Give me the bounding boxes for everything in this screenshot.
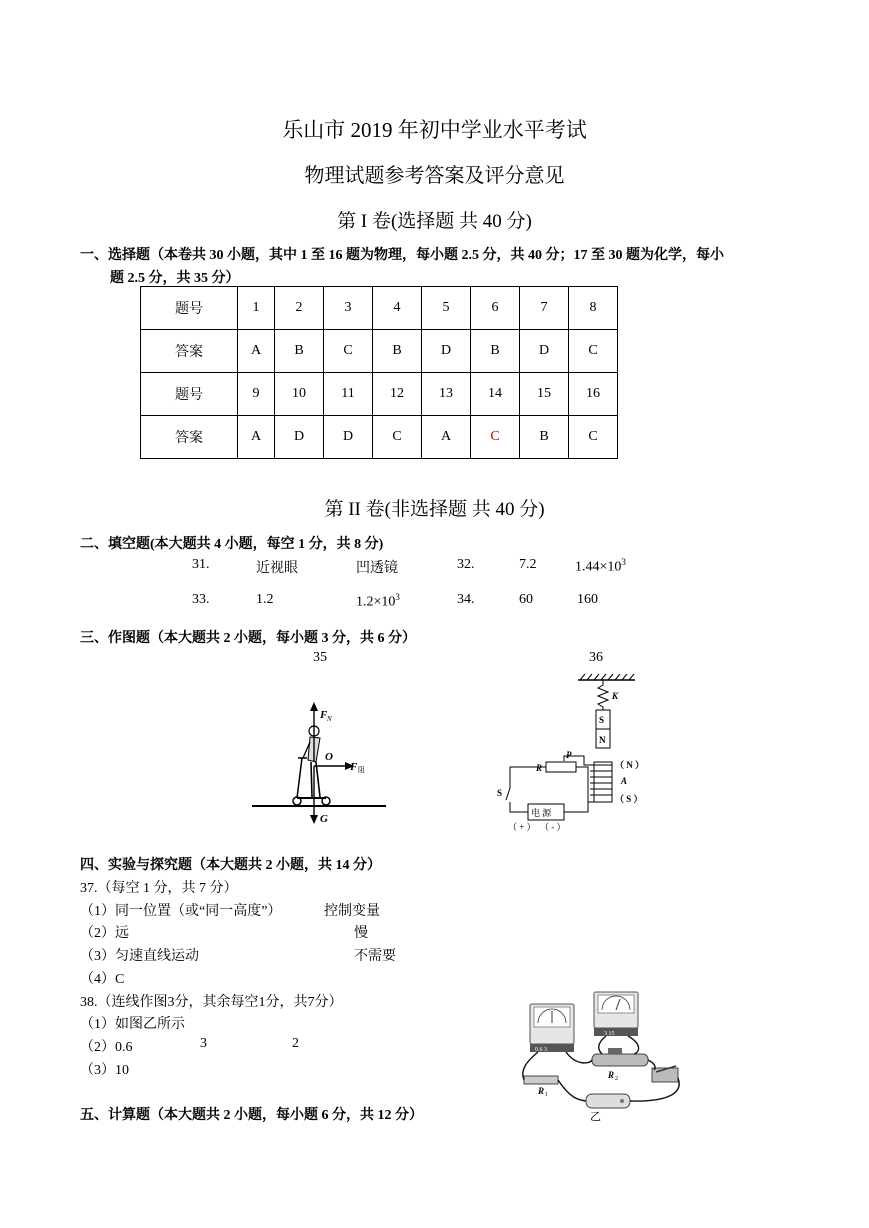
section3-heading: 三、作图题（本大题共 2 小题，每小题 3 分，共 6 分） <box>80 631 416 646</box>
row-label: 题号 <box>141 287 238 330</box>
q31-number: 31. <box>192 557 210 572</box>
table-cell: 8 <box>569 287 618 330</box>
a-label: A <box>621 776 628 786</box>
minus-label: （ - ） <box>540 822 566 832</box>
table-cell: A <box>238 330 275 373</box>
figure36-label: 36 <box>589 650 603 665</box>
table-cell: 4 <box>373 287 422 330</box>
section1-heading-line2: 题 2.5 分，共 35 分） <box>110 271 240 286</box>
q34-answer-b: 160 <box>577 592 598 607</box>
q32-answer-a: 7.2 <box>519 557 537 572</box>
section2-heading: 二、填空题(本大题共 4 小题，每空 1 分，共 8 分) <box>80 537 384 552</box>
q38-heading: 38.（连线作图3分，其余每空1分，共7分） <box>80 995 343 1010</box>
q31-answer-a: 近视眼 <box>256 561 298 576</box>
part1-title: 第 I 卷(选择题 共 40 分) <box>337 211 532 232</box>
highlighted-answer-cell: C <box>471 416 520 459</box>
q34-answer-a: 60 <box>519 592 533 607</box>
q37-3-answer-b: 不需要 <box>354 949 396 964</box>
table-row <box>141 287 618 330</box>
q37-1-answer-a: （1）同一位置（或“同一高度”） <box>80 904 282 919</box>
f-label: F <box>350 761 358 773</box>
table-cell: C <box>569 330 618 373</box>
table-cell: 9 <box>238 373 275 416</box>
q33-answer-a: 1.2 <box>256 592 274 607</box>
r1-label: R <box>538 1086 545 1096</box>
table-cell: D <box>520 330 569 373</box>
f-subscript: 阻 <box>358 766 365 774</box>
pole-s-label: （ S ） <box>615 794 643 804</box>
table-cell: C <box>373 416 422 459</box>
table-cell: D <box>275 416 324 459</box>
q37-heading: 37.（每空 1 分，共 7 分） <box>80 881 238 896</box>
table-cell: 3 <box>324 287 373 330</box>
document-title: 乐山市 2019 年初中学业水平考试 <box>282 118 587 142</box>
table-cell: A <box>238 416 275 459</box>
q34-number: 34. <box>457 592 475 607</box>
p-label: P <box>566 750 572 760</box>
voltmeter-terminals: 3 15 <box>604 1031 615 1037</box>
table-cell: 10 <box>275 373 324 416</box>
table-row <box>141 373 618 416</box>
row-label: 答案 <box>141 416 238 459</box>
q37-1-answer-b: 控制变量 <box>324 904 380 919</box>
magnet-s-label: S <box>599 715 605 725</box>
pole-n-label: （ N ） <box>615 760 644 770</box>
q32-answer-b: $1.44\times 10^3$ <box>575 557 626 575</box>
table-cell: C <box>324 330 373 373</box>
table-cell: 15 <box>520 373 569 416</box>
k-label: K <box>612 691 619 701</box>
r-label: R <box>536 763 543 773</box>
figure-yi-circuit-photo <box>516 990 696 1122</box>
document-subtitle: 物理试题参考答案及评分意见 <box>304 165 565 187</box>
g-label: G <box>320 813 328 825</box>
r2-label: R <box>608 1070 615 1080</box>
q33-number: 33. <box>192 592 210 607</box>
figure35-label: 35 <box>313 650 327 665</box>
q38-2-answer-a: （2）0.6 <box>80 1040 133 1055</box>
table-cell: 1 <box>238 287 275 330</box>
q38-2-answer-b: 3 <box>200 1036 207 1051</box>
q32-number: 32. <box>457 557 475 572</box>
table-cell: 14 <box>471 373 520 416</box>
r2-subscript: 2 <box>615 1076 618 1082</box>
figure35-force-diagram <box>250 700 390 830</box>
q33-answer-b: $1.2\times 10^3$ <box>356 592 400 610</box>
section5-heading: 五、计算题（本大题共 2 小题，每小题 6 分，共 12 分） <box>80 1108 423 1123</box>
table-cell: B <box>373 330 422 373</box>
ammeter-terminals: 0.6 3 <box>535 1047 547 1053</box>
source-label: 电 源 <box>531 808 552 818</box>
table-cell: B <box>471 330 520 373</box>
table-cell: 5 <box>422 287 471 330</box>
table-cell: 12 <box>373 373 422 416</box>
table-row <box>141 416 618 459</box>
part2-title: 第 II 卷(非选择题 共 40 分) <box>324 499 545 520</box>
q37-2-answer-b: 慢 <box>354 926 368 941</box>
table-cell: 7 <box>520 287 569 330</box>
q38-3-answer: （3）10 <box>80 1063 129 1078</box>
table-cell: 2 <box>275 287 324 330</box>
figure36-circuit-diagram <box>490 672 660 832</box>
q38-1-answer: （1）如图乙所示 <box>80 1017 185 1032</box>
q38-2-answer-c: 2 <box>292 1036 299 1051</box>
table-cell: D <box>422 330 471 373</box>
fn-subscript: N <box>327 715 332 723</box>
q37-3-answer-a: （3）匀速直线运动 <box>80 949 199 964</box>
section4-heading: 四、实验与探究题（本大题共 2 小题，共 14 分） <box>80 858 381 873</box>
switch-label: S <box>497 788 503 798</box>
table-cell: B <box>275 330 324 373</box>
table-cell: C <box>569 416 618 459</box>
fn-label: F <box>320 709 328 721</box>
table-cell: 11 <box>324 373 373 416</box>
table-row <box>141 330 618 373</box>
row-label: 答案 <box>141 330 238 373</box>
table-cell: A <box>422 416 471 459</box>
plus-label: （ + ） <box>508 822 536 832</box>
table-cell: D <box>324 416 373 459</box>
q31-answer-b: 凹透镜 <box>356 561 398 576</box>
table-cell: B <box>520 416 569 459</box>
row-label: 题号 <box>141 373 238 416</box>
table-cell: 16 <box>569 373 618 416</box>
section1-heading-line1: 一、选择题（本卷共 30 小题，其中 1 至 16 题为物理，每小题 2.5 分，共 40 分；17 至 30 题为化学，每小 <box>80 248 724 263</box>
q37-4-answer: （4）C <box>80 972 125 987</box>
table-cell: 13 <box>422 373 471 416</box>
table-cell: 6 <box>471 287 520 330</box>
q37-2-answer-a: （2）远 <box>80 926 129 941</box>
magnet-n-label: N <box>599 735 606 745</box>
figure-yi-caption: 乙 <box>590 1111 601 1122</box>
answer-table <box>140 286 618 459</box>
r1-subscript: 1 <box>545 1092 548 1098</box>
o-label: O <box>325 751 333 763</box>
